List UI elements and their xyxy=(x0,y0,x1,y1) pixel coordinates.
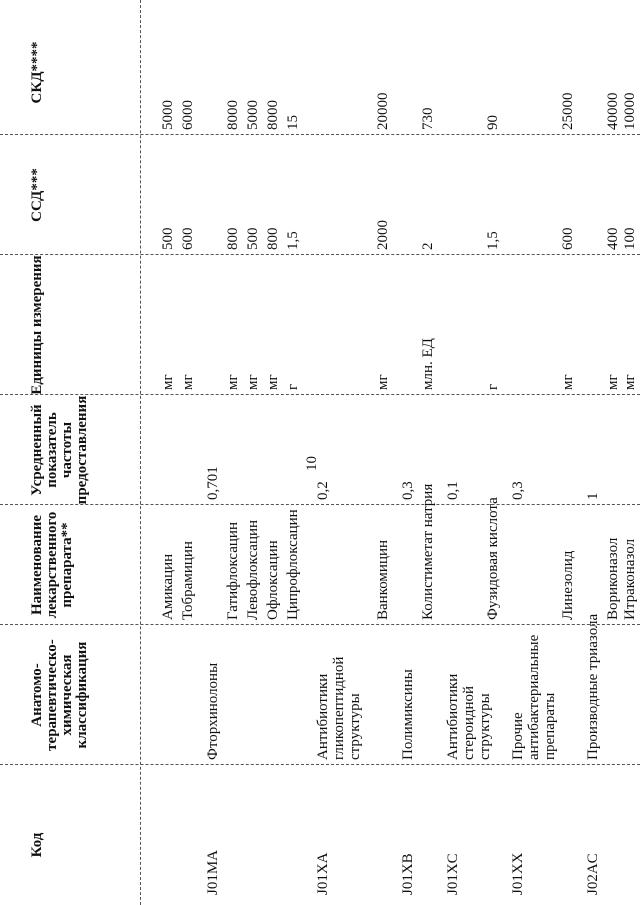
table-row-freq: 0,2 xyxy=(315,481,331,500)
table-row-drug: Амикацин xyxy=(160,553,176,620)
header-ssd: ССД*** xyxy=(29,168,45,222)
column-divider xyxy=(0,134,640,135)
table-row-unit: мг xyxy=(265,374,281,390)
table-row-drug: Ципрофлоксацин xyxy=(285,509,301,620)
table-row-skd: 6000 xyxy=(180,100,196,130)
table-row-ssd: 800 xyxy=(225,227,241,250)
table-row-ssd: 1,5 xyxy=(285,231,301,250)
table-row-ssd: 800 xyxy=(265,227,281,250)
table-row-skd: 8000 xyxy=(265,100,281,130)
table-row-drug: Гатифлоксацин xyxy=(225,522,241,620)
table-row-drug: Левофлоксацин xyxy=(245,519,261,620)
table-row-unit: мг xyxy=(622,374,638,390)
table-row-skd: 40000 xyxy=(605,92,621,130)
table-row-ssd: 500 xyxy=(245,227,261,250)
table-row-ssd: 2 xyxy=(420,242,436,250)
table-row-code: J01XB xyxy=(400,853,416,895)
table-row-freq: 0,1 xyxy=(445,481,461,500)
column-divider xyxy=(0,764,640,765)
table-row-atc: Фторхинолоны xyxy=(205,662,221,760)
table-row-unit: мг xyxy=(160,374,176,390)
column-divider xyxy=(0,254,640,255)
table-row-code: J01XA xyxy=(315,852,331,895)
header-code: Код xyxy=(29,832,45,858)
table-row-freq: 1 xyxy=(585,492,601,500)
table-row-drug: Итраконазол xyxy=(622,538,638,620)
table-row-code: J01MA xyxy=(205,849,221,895)
table-row-skd: 5000 xyxy=(160,100,176,130)
table-row-freq: 0,3 xyxy=(400,481,416,500)
column-divider xyxy=(0,394,640,395)
header-unit: Единицы измерения xyxy=(29,255,45,395)
table-row-freq: 0,3 xyxy=(510,481,526,500)
table-row-atc: Антибиотики стероидной структуры xyxy=(445,673,493,760)
header-skd: СКД**** xyxy=(29,41,45,104)
table-row-skd: 25000 xyxy=(560,92,576,130)
table-row-code: J02AC xyxy=(585,853,601,895)
table-row-drug: Колистиметат натрия xyxy=(420,483,436,620)
header-divider xyxy=(140,0,141,905)
table-row-atc: Прочие антибактериальные препараты xyxy=(510,634,558,760)
table-row-skd: 15 xyxy=(285,115,301,130)
table-row-drug: Фузидовая кислота xyxy=(485,497,501,620)
table-row-skd: 20000 xyxy=(375,92,391,130)
table-row-ssd: 2000 xyxy=(375,220,391,250)
table-row-drug: Ванкомицин xyxy=(375,539,391,620)
table-row-freq: 0,701 xyxy=(205,466,221,500)
table-row-skd: 90 xyxy=(485,115,501,130)
table-row-skd: 5000 xyxy=(245,100,261,130)
table-row-ssd: 400 xyxy=(605,227,621,250)
header-drug: Наименование лекарственного препарата** xyxy=(29,511,75,619)
table-row-ssd: 500 xyxy=(160,227,176,250)
table-row-atc: Производные триазола xyxy=(585,613,601,760)
column-divider xyxy=(0,624,640,625)
table-row-code: J01XC xyxy=(445,853,461,895)
table-row-unit: г xyxy=(485,383,501,390)
table-row-ssd: 600 xyxy=(180,227,196,250)
table-row-unit: мг xyxy=(560,374,576,390)
table-row-unit: мг xyxy=(605,374,621,390)
table-row-drug: Линезолид xyxy=(560,550,576,620)
table-row-drug: Офлоксацин xyxy=(265,540,281,620)
table-row-ssd: 1,5 xyxy=(485,231,501,250)
table-row-skd: 730 xyxy=(420,107,436,130)
table-row-drug: Вориконазол xyxy=(605,537,621,620)
table-row-drug: Тобрамицин xyxy=(180,541,196,620)
table-row-unit: мг xyxy=(225,374,241,390)
table-row-code: J01XX xyxy=(510,852,526,895)
table-row-ssd: 100 xyxy=(622,227,638,250)
table-row-atc: Антибиотики гликопептидной структуры xyxy=(315,656,363,760)
column-divider xyxy=(0,504,640,505)
table-row-unit: мг xyxy=(180,374,196,390)
table-row-unit: млн. ЕД xyxy=(420,338,436,390)
table-row-skd: 8000 xyxy=(225,100,241,130)
header-freq: Усредненный показатель частоты предоставления xyxy=(29,395,90,505)
table-row-unit: мг xyxy=(245,374,261,390)
header-atc: Анатомо-терапевтическо-химическая классификация xyxy=(29,639,90,751)
table-row-ssd: 600 xyxy=(560,227,576,250)
page-number: 10 xyxy=(304,456,320,471)
table-row-atc: Полимиксины xyxy=(400,669,416,760)
table-row-unit: мг xyxy=(375,374,391,390)
table-row-skd: 10000 xyxy=(622,92,638,130)
table-row-unit: г xyxy=(285,383,301,390)
